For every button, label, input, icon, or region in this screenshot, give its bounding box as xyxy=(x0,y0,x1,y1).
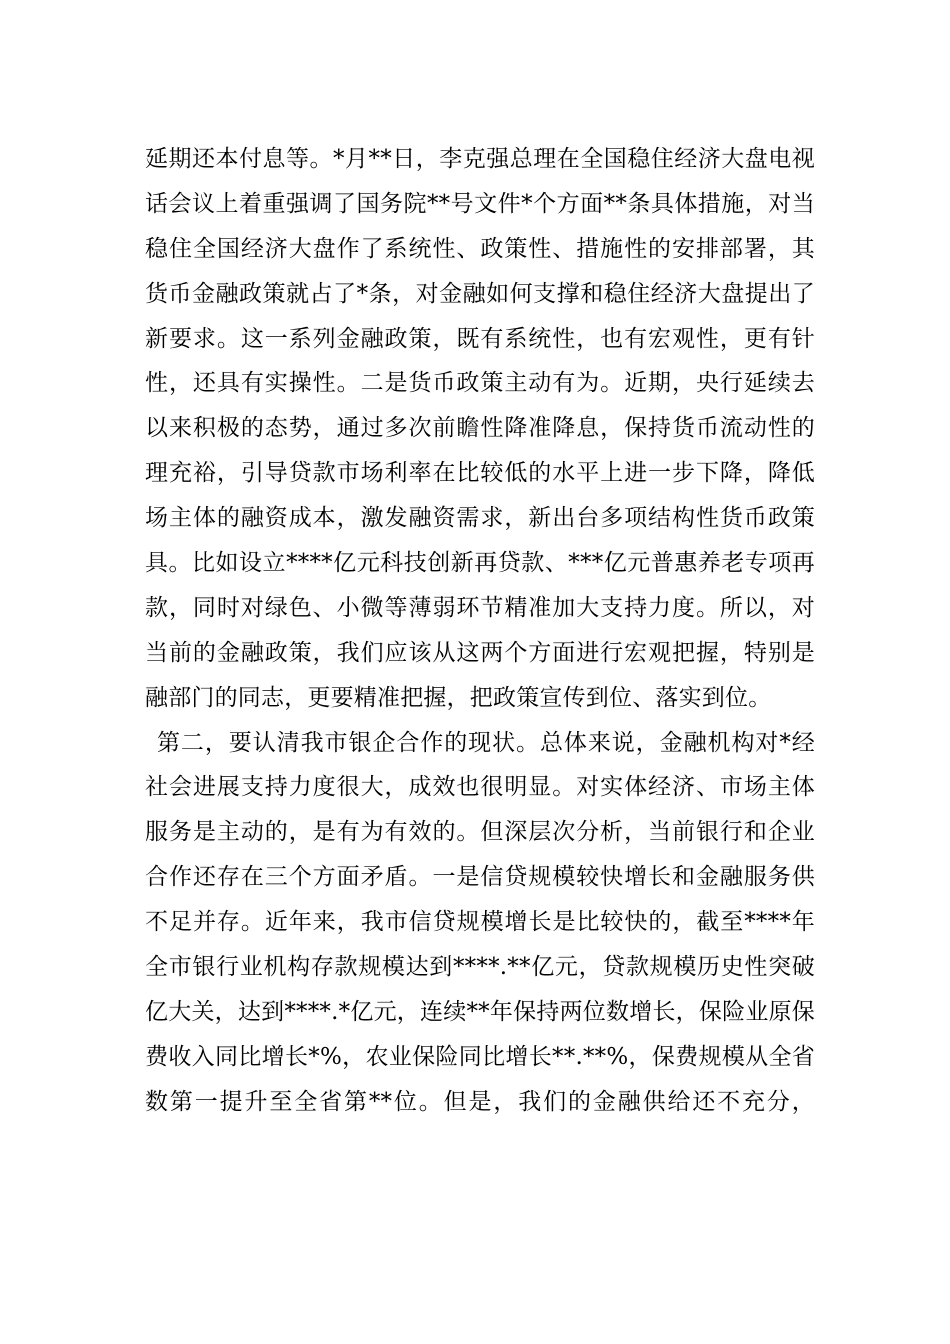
text-line: 当前的金融政策，我们应该从这两个方面进行宏观把握，特别是 xyxy=(145,639,815,666)
text-line: 理充裕，引导贷款市场利率在比较低的水平上进一步下降，降低 xyxy=(145,460,815,487)
text-line: 亿大关，达到****.*亿元，连续**年保持两位数增长，保险业原保 xyxy=(145,998,815,1025)
text-line: 具。比如设立****亿元科技创新再贷款、***亿元普惠养老专项再 xyxy=(145,550,815,577)
text-line: 融部门的同志，更要精准把握，把政策宣传到位、落实到位。 xyxy=(145,684,772,711)
text-line: 费收入同比增长*%，农业保险同比增长**.**%，保费规模从全省 xyxy=(145,1043,815,1070)
text-line: 货币金融政策就占了*条，对金融如何支撑和稳住经济大盘提出了 xyxy=(145,280,815,307)
text-line: 合作还存在三个方面矛盾。一是信贷规模较快增长和金融服务供 xyxy=(145,864,815,891)
text-line: 不足并存。近年来，我市信贷规模增长是比较快的，截至****年 xyxy=(145,909,815,936)
text-line: 性，还具有实操性。二是货币政策主动有为。近期，央行延续去 xyxy=(145,370,815,397)
text-line: 新要求。这一系列金融政策，既有系统性，也有宏观性，更有针 xyxy=(145,325,815,352)
text-line: 场主体的融资成本，激发融资需求，新出台多项结构性货币政策 xyxy=(145,505,815,532)
text-line: 社会进展支持力度很大，成效也很明显。对实体经济、市场主体 xyxy=(145,774,815,801)
text-line: 以来积极的态势，通过多次前瞻性降准降息，保持货币流动性的 xyxy=(145,415,815,442)
body-text xyxy=(145,137,815,1125)
text-line: 话会议上着重强调了国务院**号文件*个方面**条具体措施，对当 xyxy=(145,190,815,217)
text-line: 款，同时对绿色、小微等薄弱环节精准加大支持力度。所以，对 xyxy=(145,594,815,621)
text-line: 服务是主动的，是有为有效的。但深层次分析，当前银行和企业 xyxy=(145,819,815,846)
text-line: 稳住全国经济大盘作了系统性、政策性、措施性的安排部署，其 xyxy=(145,235,815,262)
text-line: 全市银行业机构存款规模达到****.**亿元，贷款规模历史性突破 xyxy=(145,954,815,981)
text-line: 数第一提升至全省第**位。但是，我们的金融供给还不充分， xyxy=(145,1088,815,1115)
text-line: 延期还本付息等。*月**日，李克强总理在全国稳住经济大盘电视 xyxy=(145,146,815,172)
paragraph-start-line: 第二，要认清我市银企合作的现状。总体来说，金融机构对*经 xyxy=(157,729,815,756)
